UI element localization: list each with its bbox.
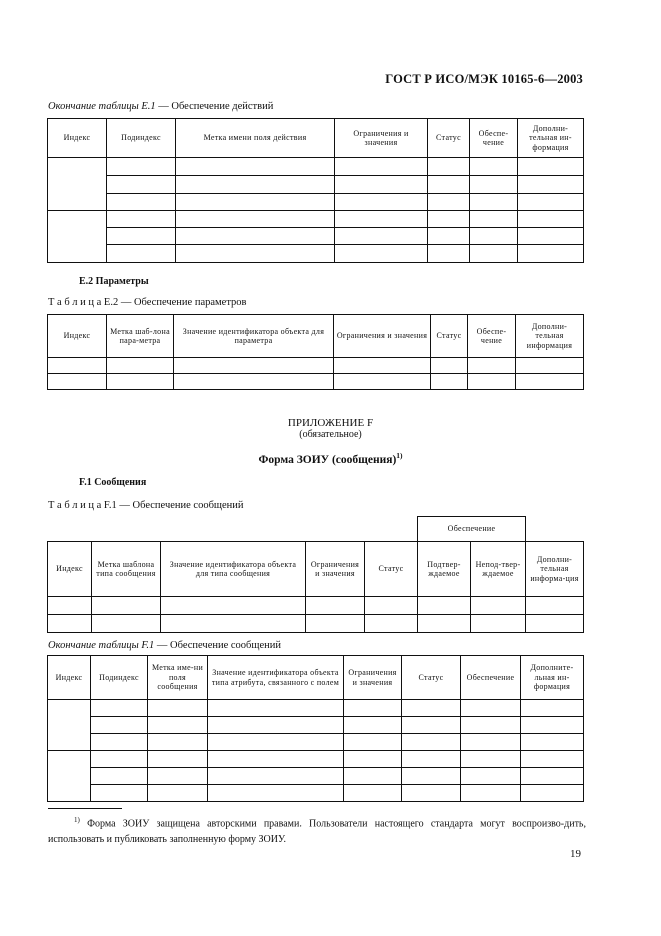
header-cell: Метка име-ни поля сообщения bbox=[148, 656, 208, 700]
section-f1-title: F.1 Сообщения bbox=[79, 477, 147, 488]
form-title bbox=[0, 451, 661, 466]
form-title-text: Форма ЗОИУ (сообщения) bbox=[258, 453, 397, 466]
index-cell bbox=[48, 700, 91, 751]
table-f1-cont-caption bbox=[48, 640, 281, 651]
caption-italic: Окончание таблицы F.1 bbox=[48, 640, 155, 651]
header-cell: Индекс bbox=[48, 542, 92, 597]
header-cell: Метка шаблона типа сообщения bbox=[92, 542, 161, 597]
table-row bbox=[48, 734, 584, 751]
index-cell bbox=[48, 751, 91, 802]
table-e1-continuation bbox=[47, 118, 584, 263]
header-cell: Дополни-тельная ин-формация bbox=[518, 119, 584, 158]
header-cell: Значение идентификатора объекта для параметра bbox=[174, 315, 334, 358]
header-cell: Статус bbox=[365, 542, 418, 597]
table-e2 bbox=[47, 314, 584, 390]
table-row bbox=[48, 211, 584, 228]
table-row bbox=[48, 245, 584, 263]
header-cell: Метка шаб-лона пара-метра bbox=[107, 315, 174, 358]
header-cell: Обеспе-чение bbox=[468, 315, 516, 358]
table-row bbox=[48, 194, 584, 211]
footnote-ref: 1) bbox=[396, 451, 403, 460]
header-cell: Непод-твер-ждаемое bbox=[471, 542, 526, 597]
table-e2-caption: Т а б л и ц а Е.2 — Обеспечение параметров bbox=[48, 297, 247, 308]
table-row bbox=[48, 700, 584, 717]
footnote-text: Форма ЗОИУ защищена авторскими правами. Пользователи настоящего стандарта могут воспроизво-дить, использовать и публиковать заполненную форму ЗОИУ. bbox=[48, 818, 586, 846]
header-cell: Подиндекс bbox=[107, 119, 176, 158]
header-cell: Ограничения и значения bbox=[344, 656, 402, 700]
header-cell: Ограничения и значения bbox=[335, 119, 428, 158]
table-row bbox=[48, 768, 584, 785]
table-row bbox=[48, 717, 584, 734]
table-row bbox=[48, 615, 584, 633]
caption-italic: Окончание таблицы Е.1 bbox=[48, 101, 156, 112]
appendix-subtitle: (обязательное) bbox=[299, 429, 362, 440]
table-row bbox=[48, 176, 584, 194]
header-cell: Обеспечение bbox=[461, 656, 521, 700]
table-row bbox=[48, 158, 584, 176]
group-header-provision: Обеспечение bbox=[418, 517, 526, 542]
index-cell bbox=[48, 211, 107, 263]
footnote-mark: 1) bbox=[74, 816, 80, 824]
header-cell: Подтвер-ждаемое bbox=[418, 542, 471, 597]
header-cell: Статус bbox=[428, 119, 470, 158]
header-cell: Ограничения и значения bbox=[306, 542, 365, 597]
header-cell: Обеспе-чение bbox=[470, 119, 518, 158]
header-cell: Дополни-тельная информа-ция bbox=[526, 542, 584, 597]
header-cell: Метка имени поля действия bbox=[176, 119, 335, 158]
header-cell: Статус bbox=[431, 315, 468, 358]
header-cell: Статус bbox=[402, 656, 461, 700]
table-f1 bbox=[47, 516, 584, 633]
header-cell: Дополни-тельная информация bbox=[516, 315, 584, 358]
table-row bbox=[48, 228, 584, 245]
table-row bbox=[48, 358, 584, 374]
header-cell: Дополните-льная ин-формация bbox=[521, 656, 584, 700]
footnote-separator bbox=[48, 808, 122, 809]
header-cell: Ограничения и значения bbox=[334, 315, 431, 358]
header-cell: Подиндекс bbox=[91, 656, 148, 700]
header-cell: Значение идентификатора объекта для типа сообщения bbox=[161, 542, 306, 597]
header-cell: Индекс bbox=[48, 119, 107, 158]
table-f1-caption: Т а б л и ц а F.1 — Обеспечение сообщений bbox=[48, 500, 244, 511]
table-f1-continuation bbox=[47, 655, 584, 802]
table-row bbox=[48, 597, 584, 615]
appendix-title: ПРИЛОЖЕНИЕ F bbox=[287, 417, 374, 429]
table-e1-cont-caption bbox=[48, 101, 273, 112]
table-row bbox=[48, 374, 584, 390]
footnote bbox=[48, 812, 586, 848]
section-e2-title: Е.2 Параметры bbox=[79, 276, 149, 287]
document-header: ГОСТ Р ИСО/МЭК 10165-6—2003 bbox=[385, 72, 583, 86]
caption-rest: — Обеспечение сообщений bbox=[154, 640, 282, 651]
table-row bbox=[48, 785, 584, 802]
index-cell bbox=[48, 158, 107, 211]
page-number: 19 bbox=[570, 848, 581, 860]
table-row bbox=[48, 751, 584, 768]
header-cell: Индекс bbox=[48, 656, 91, 700]
header-cell: Значение идентификатора объекта типа атрибута, связанного с полем bbox=[208, 656, 344, 700]
header-cell: Индекс bbox=[48, 315, 107, 358]
caption-rest: — Обеспечение действий bbox=[155, 101, 274, 112]
